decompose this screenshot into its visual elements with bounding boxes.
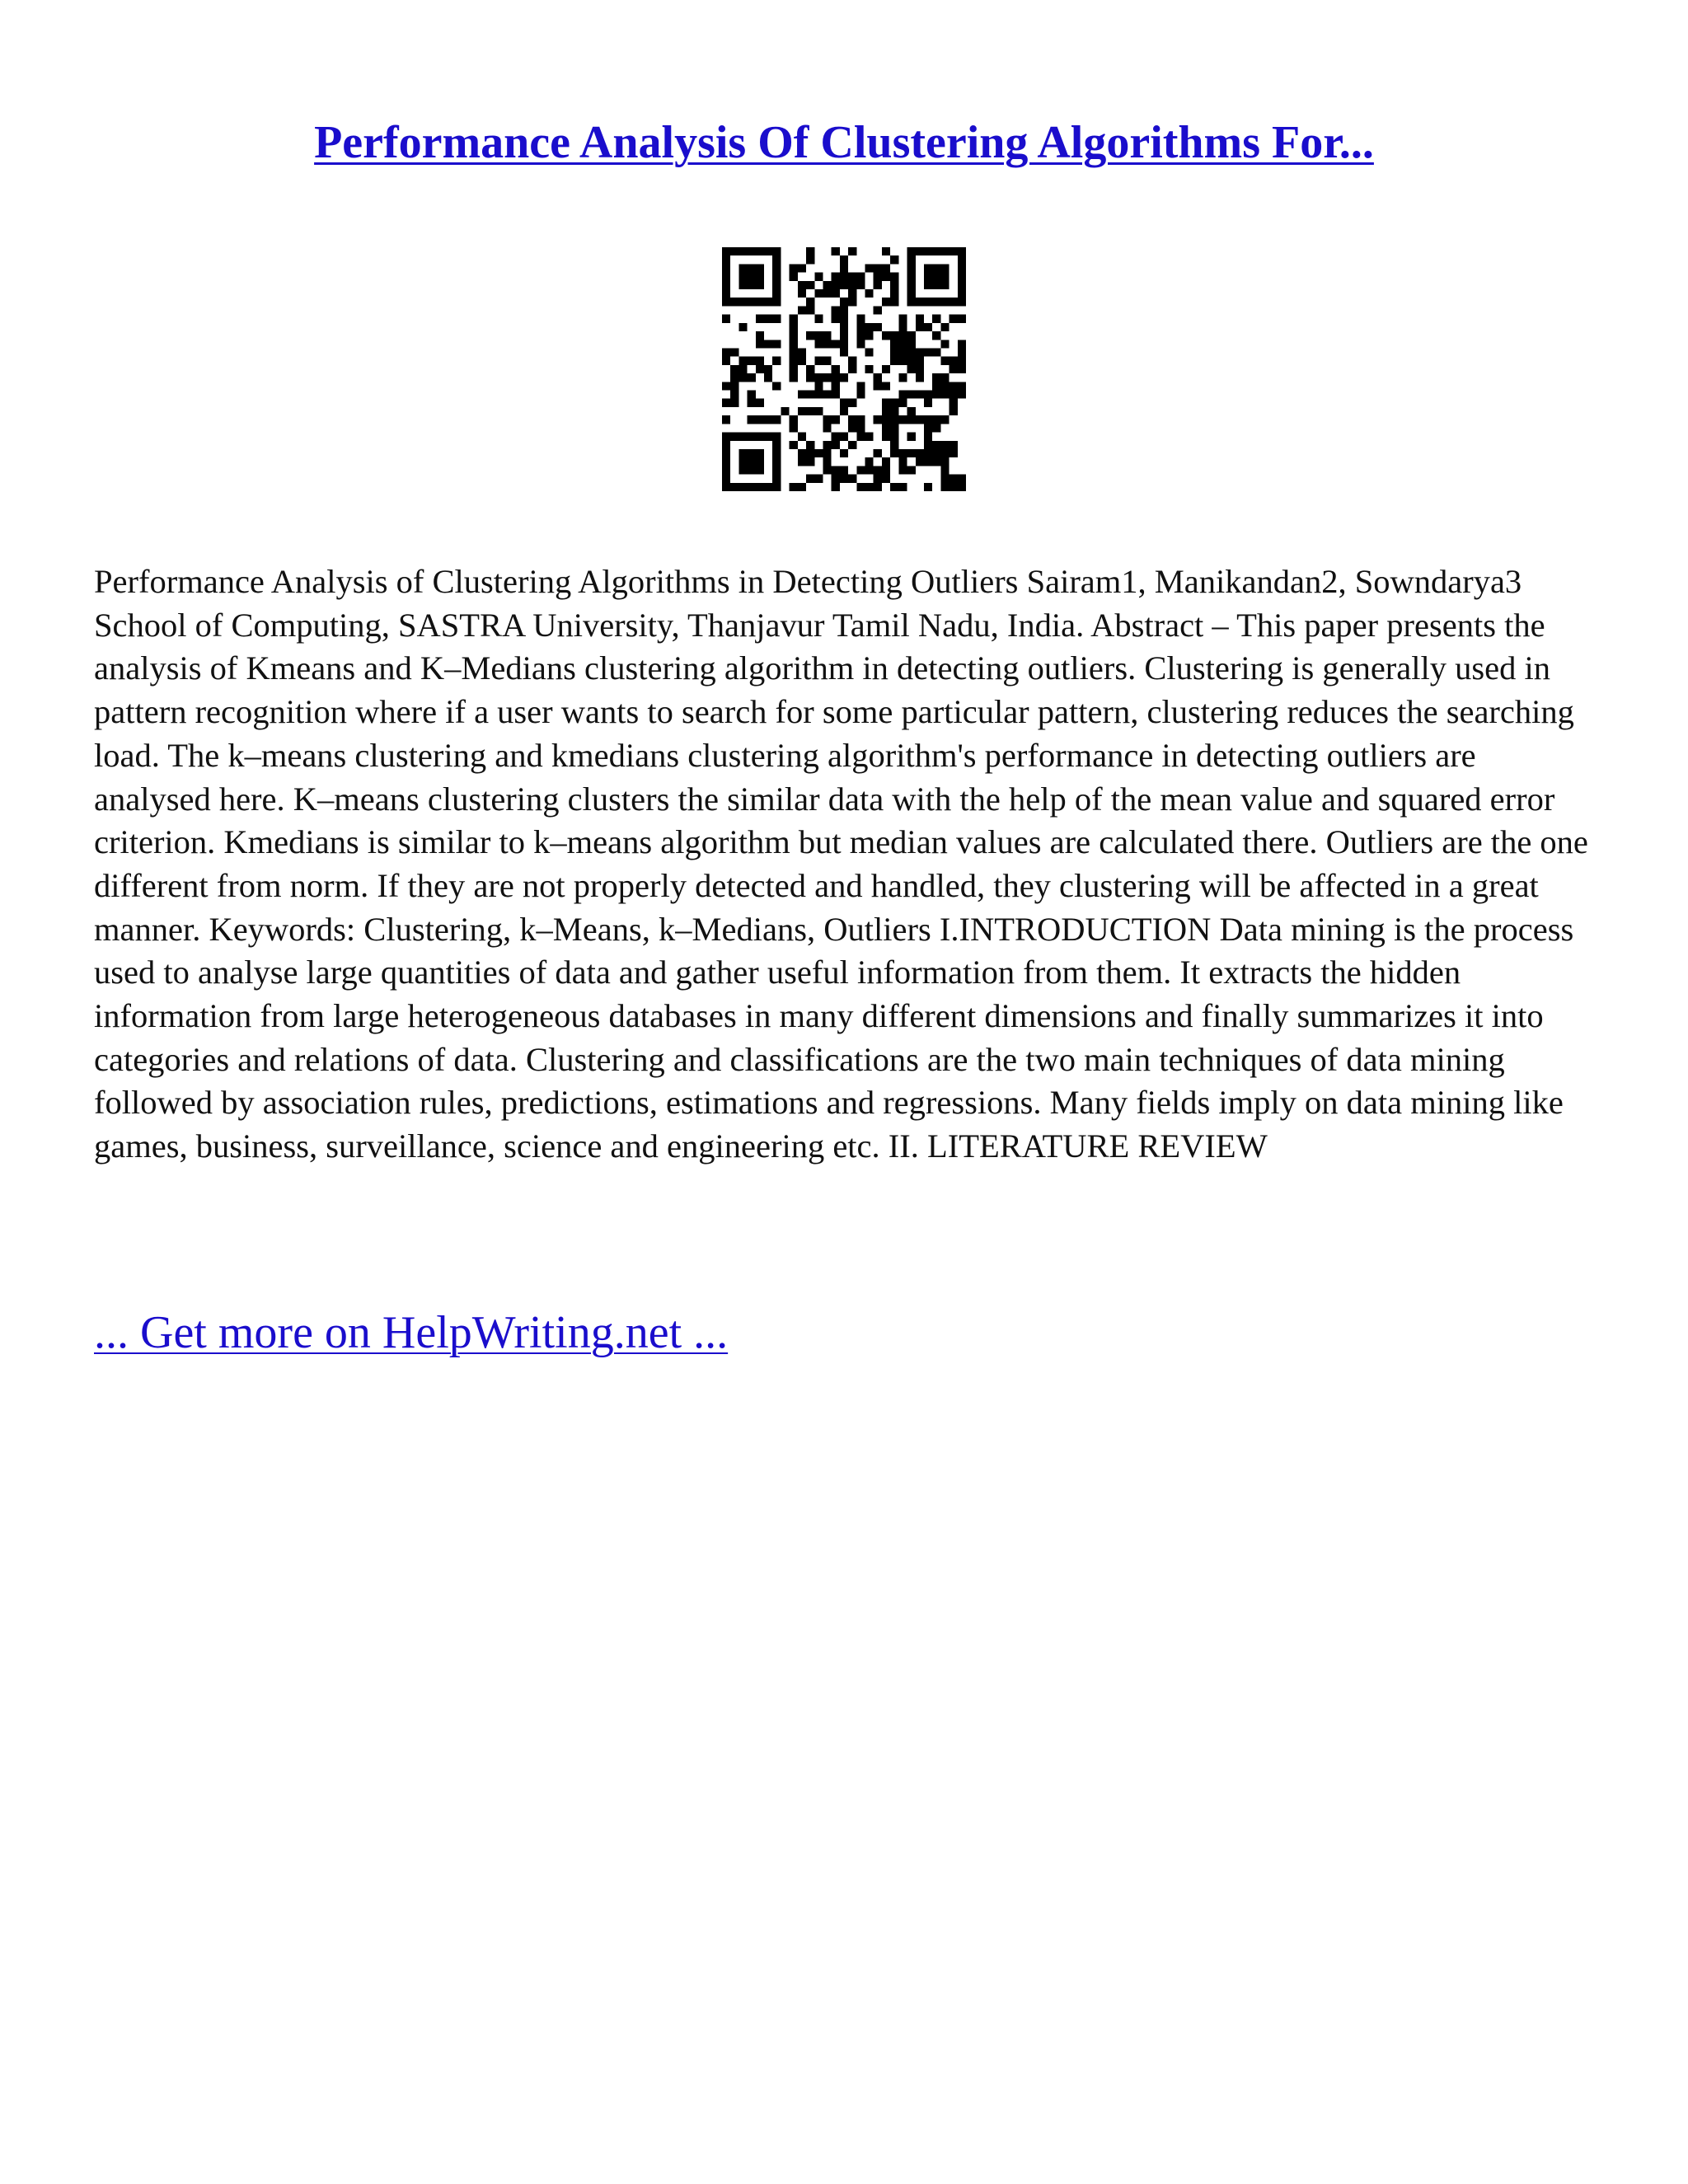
get-more-link[interactable]: ... Get more on HelpWriting.net ... bbox=[94, 1307, 729, 1358]
abstract-text: Performance Analysis of Clustering Algorithms in Detecting Outliers Sairam1, Manikandan2, Sowndarya3 School of Computing, SASTRA University, Thanjavur Tamil Nadu, India. Abstract – This paper presents the analysis of Kmeans and K–Medians clustering algorithm in detecting outliers. Clustering is generally used in pattern recognition where if a user wants to search for some particular pattern, clustering reduces the searching load. The k–means clustering and kmedians clustering algorithm's performance in detecting outliers are analysed here. K–means clustering clusters the similar data with the help of the mean value and squared error criterion. Kmedians is similar to k–means algorithm but median values are calculated there. Outliers are the one different from norm. If they are not properly detected and handled, they clustering will be affected in a great manner. Keywords: Clustering, k–Means, k–Medians, Outliers I.INTRODUCTION Data mining is the process used to analyse large quantities of data and gather useful information from them. It extracts the hidden information from large heterogeneous databases in many different dimensions and finally summarizes it into categories and relations of data. Clustering and classifications are the two main techniques of data mining followed by association rules, predictions, estimations and regressions. Many fields imply on data mining like games, business, surveillance, science and engineering etc. II. LITERATURE REVIEW bbox=[94, 563, 1588, 1165]
title-link[interactable]: Performance Analysis Of Clustering Algorithms For... bbox=[314, 117, 1374, 168]
qr-code-icon bbox=[722, 247, 966, 491]
